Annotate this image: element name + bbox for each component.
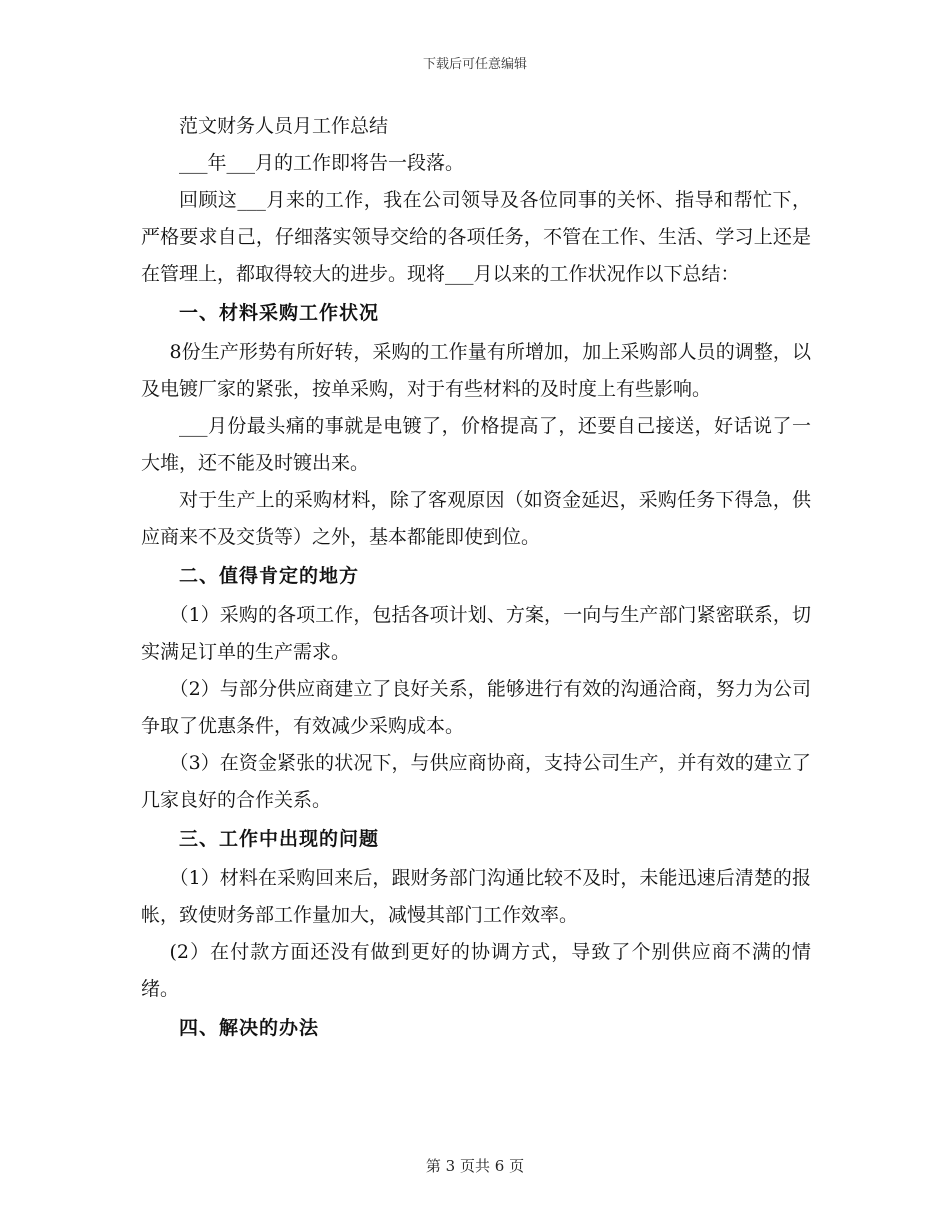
header-note: 下载后可任意编辑 [422,57,527,72]
paragraph: ___月份最头痛的事就是电镀了，价格提高了，还要自己接送，好话说了一大堆，还不能及时镀出来。 [141,415,811,474]
paragraph: ___年___月的工作即将告一段落。 [179,152,465,174]
paragraph: （3）在资金紧张的状况下，与供应商协商，支持公司生产，并有效的建立了几家良好的合作关系。 [141,752,811,811]
paragraph: 8份生产形势有所好转，采购的工作量有所增加，加上采购部人员的调整，以及电镀厂家的紧张，按单采购，对于有些材料的及时度上有些影响。 [141,341,811,400]
page-number: 第 3 页共 6 页 [425,1157,525,1175]
paragraph: 回顾这___月来的工作，我在公司领导及各位同事的关怀、指导和帮忙下，严格要求自己，仔细落实领导交给的各项任务，不管在工作、生活、学习上还是在管理上，都取得较大的进步。现将___月以来的工作状况作以下总结： [141,189,811,285]
paragraph: (2）在付款方面还没有做到更好的协调方式，导致了个别供应商不满的情绪。 [141,941,811,1000]
paragraph: 对于生产上的采购材料，除了客观原因（如资金延迟，采购任务下得急，供应商来不及交货等）之外，基本都能即使到位。 [141,489,811,548]
document-body [141,108,811,1049]
section-heading: 二、值得肯定的地方 [179,565,360,587]
paragraph: （1）材料在采购回来后，跟财务部门沟通比较不及时，未能迅速后清楚的报帐，致使财务部工作量加大，减慢其部门工作效率。 [141,867,811,926]
section-heading: 一、材料采购工作状况 [179,302,380,324]
paragraph: （2）与部分供应商建立了良好关系，能够进行有效的沟通洽商，努力为公司争取了优惠条件，有效减少采购成本。 [141,678,811,737]
paragraph: （1）采购的各项工作，包括各项计划、方案，一向与生产部门紧密联系，切实满足订单的生产需求。 [141,604,811,663]
document-title: 范文财务人员月工作总结 [179,115,389,137]
section-heading: 三、工作中出现的问题 [179,828,380,850]
section-heading: 四、解决的办法 [179,1017,320,1039]
